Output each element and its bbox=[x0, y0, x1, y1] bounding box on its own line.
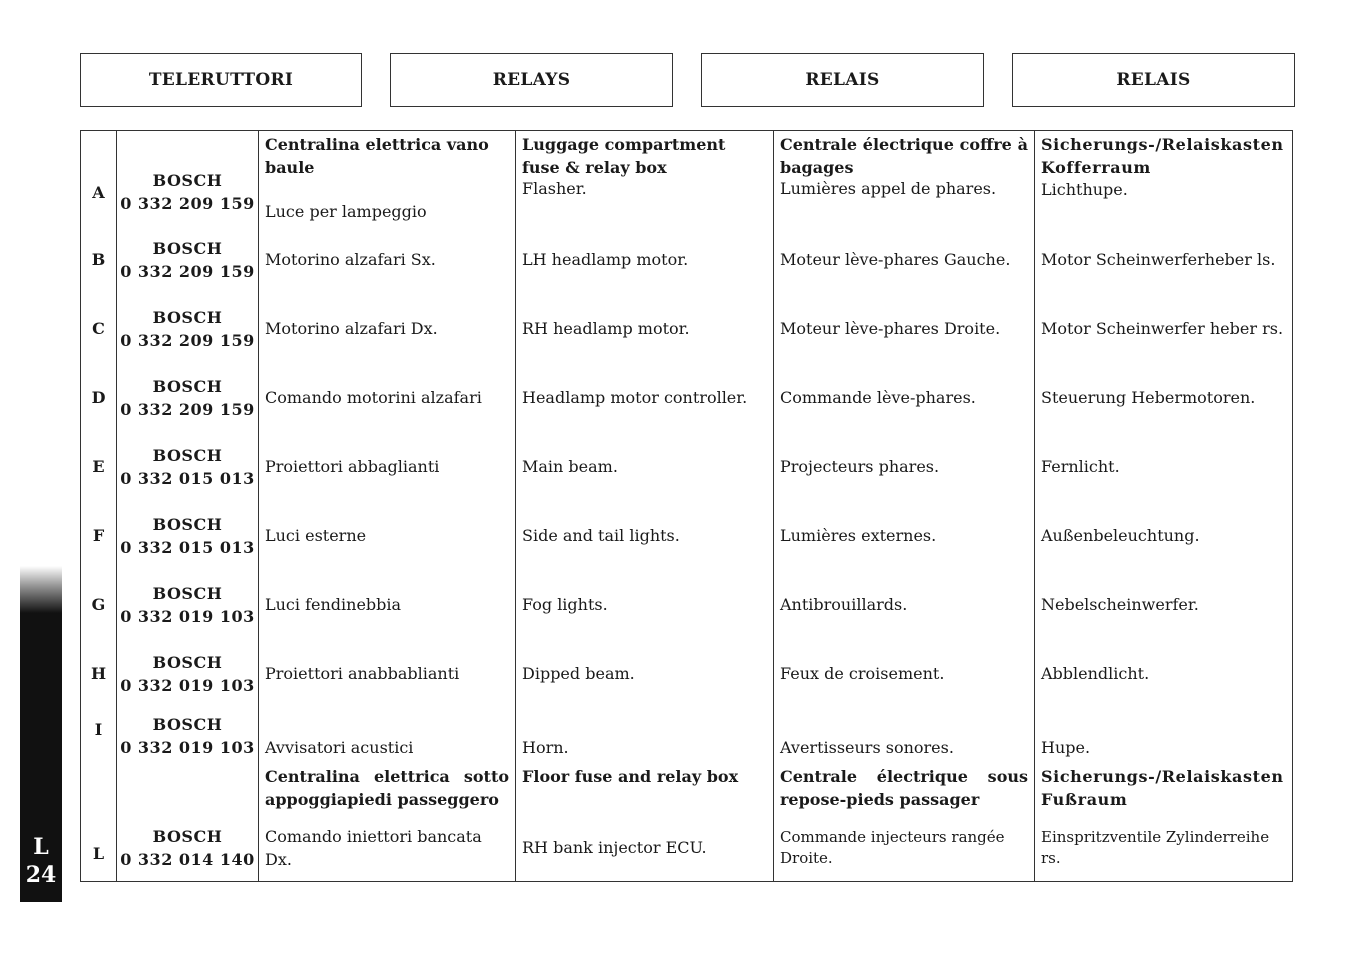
relay-part-number: 0 332 019 103 bbox=[120, 738, 255, 757]
function-fr: Lumières externes. bbox=[774, 501, 1035, 570]
function-en: Horn. bbox=[516, 708, 774, 761]
cell-fr bbox=[774, 131, 1035, 226]
function-de: Nebelscheinwerfer. bbox=[1035, 570, 1293, 639]
relay-part-number: 0 332 209 159 bbox=[120, 261, 255, 281]
relay-code-cell bbox=[117, 501, 259, 570]
relay-code-cell bbox=[117, 432, 259, 501]
function-de: Steuerung Hebermotoren. bbox=[1035, 363, 1293, 432]
relay-code-cell bbox=[117, 131, 259, 226]
cell-it bbox=[259, 131, 516, 226]
page-section-tab bbox=[20, 566, 62, 902]
relay-code-cell bbox=[117, 815, 259, 881]
header-teleruttori: TELERUTTORI bbox=[80, 53, 362, 107]
function-fr: Moteur lève-phares Droite. bbox=[774, 294, 1035, 363]
relay-table bbox=[80, 130, 1293, 882]
section2-title-en: Floor fuse and relay box bbox=[516, 761, 774, 815]
page-number: 24 bbox=[25, 862, 57, 888]
relay-part-number: 0 332 015 013 bbox=[120, 468, 255, 488]
relay-code-cell bbox=[117, 570, 259, 639]
row-letter: G bbox=[81, 570, 117, 639]
relay-brand: BOSCH bbox=[152, 652, 223, 672]
row-letter: A bbox=[81, 131, 117, 226]
function-it: Motorino alzafari Dx. bbox=[259, 294, 516, 363]
function-fr: Lumières appel de phares. bbox=[780, 179, 997, 198]
row-letter: H bbox=[81, 639, 117, 708]
function-en: Headlamp motor controller. bbox=[516, 363, 774, 432]
empty-cell bbox=[117, 761, 259, 815]
relay-part-number: 0 332 019 103 bbox=[120, 606, 255, 626]
function-fr: Feux de croisement. bbox=[774, 639, 1035, 708]
function-fr: Antibrouillards. bbox=[774, 570, 1035, 639]
header-relays: RELAYS bbox=[390, 53, 673, 107]
relay-brand: BOSCH bbox=[152, 826, 223, 846]
function-it: Luci fendinebbia bbox=[259, 570, 516, 639]
section2-title-fr: Centrale électrique sous repose-pieds passager bbox=[774, 761, 1035, 815]
row-letter: L bbox=[81, 815, 117, 881]
function-de: Lichthupe. bbox=[1041, 180, 1128, 199]
table-row bbox=[81, 570, 1293, 639]
table-row bbox=[81, 432, 1293, 501]
relay-brand: BOSCH bbox=[152, 583, 223, 603]
function-en: Side and tail lights. bbox=[516, 501, 774, 570]
function-fr: Moteur lève-phares Gauche. bbox=[774, 225, 1035, 294]
function-it: Motorino alzafari Sx. bbox=[259, 225, 516, 294]
relay-part-number: 0 332 209 159 bbox=[120, 399, 255, 419]
relay-brand: BOSCH bbox=[152, 514, 223, 534]
section2-title-it: Centralina elettrica sotto appoggiapiedi passeggero bbox=[259, 761, 516, 815]
relay-part-number: 0 332 015 013 bbox=[120, 537, 255, 557]
function-de: Motor Scheinwerfer heber rs. bbox=[1035, 294, 1293, 363]
table-row bbox=[81, 639, 1293, 708]
relay-part-number: 0 332 209 159 bbox=[120, 330, 255, 350]
function-de: Fernlicht. bbox=[1035, 432, 1293, 501]
relay-part-number: 0 332 014 140 bbox=[120, 849, 255, 869]
row-letter: I bbox=[81, 708, 117, 761]
row-letter: E bbox=[81, 432, 117, 501]
function-de: Außenbeleuchtung. bbox=[1035, 501, 1293, 570]
function-en: Flasher. bbox=[522, 179, 587, 198]
function-it: Comando iniettori bancata Dx. bbox=[259, 815, 516, 881]
function-fr: Commande lève-phares. bbox=[774, 363, 1035, 432]
row-letter: B bbox=[81, 225, 117, 294]
relay-code-cell bbox=[117, 294, 259, 363]
function-it: Comando motorini alzafari bbox=[259, 363, 516, 432]
relay-brand: BOSCH bbox=[152, 307, 223, 327]
table-row bbox=[81, 225, 1293, 294]
row-letter: F bbox=[81, 501, 117, 570]
relay-brand: BOSCH bbox=[152, 445, 223, 465]
function-de: Abblendlicht. bbox=[1035, 639, 1293, 708]
function-de: Hupe. bbox=[1035, 708, 1293, 761]
function-en: Main beam. bbox=[516, 432, 774, 501]
function-de: Einspritzventile Zylinderreihe rs. bbox=[1035, 815, 1293, 881]
header-relais-fr: RELAIS bbox=[701, 53, 984, 107]
function-it: Avvisatori acustici bbox=[259, 708, 516, 761]
relay-brand: BOSCH bbox=[152, 238, 223, 258]
function-en: LH headlamp motor. bbox=[516, 225, 774, 294]
relay-code-cell bbox=[117, 363, 259, 432]
table-row bbox=[81, 501, 1293, 570]
function-fr: Commande injecteurs rangée Droite. bbox=[774, 815, 1035, 881]
table-row bbox=[81, 708, 1293, 761]
section-header-row bbox=[81, 761, 1293, 815]
row-letter: D bbox=[81, 363, 117, 432]
function-en: RH headlamp motor. bbox=[516, 294, 774, 363]
function-en: Dipped beam. bbox=[516, 639, 774, 708]
cell-de bbox=[1035, 131, 1293, 226]
table-row bbox=[81, 363, 1293, 432]
function-it: Proiettori abbaglianti bbox=[259, 432, 516, 501]
function-de: Motor Scheinwerferheber ls. bbox=[1035, 225, 1293, 294]
section-title-en: Luggage compartment fuse & relay box bbox=[522, 135, 726, 177]
relay-code-cell bbox=[117, 639, 259, 708]
function-fr: Projecteurs phares. bbox=[774, 432, 1035, 501]
table-row bbox=[81, 815, 1293, 881]
cell-en bbox=[516, 131, 774, 226]
row-letter: C bbox=[81, 294, 117, 363]
table-row bbox=[81, 131, 1293, 226]
function-it: Proiettori anabbablianti bbox=[259, 639, 516, 708]
relay-brand: BOSCH bbox=[152, 715, 223, 734]
function-it: Luci esterne bbox=[259, 501, 516, 570]
function-en: Fog lights. bbox=[516, 570, 774, 639]
relay-part-number: 0 332 209 159 bbox=[120, 194, 255, 213]
table-row bbox=[81, 294, 1293, 363]
section-title-it: Centralina elettrica vano baule bbox=[265, 135, 489, 177]
empty-cell bbox=[81, 761, 117, 815]
section-letter: L bbox=[33, 834, 49, 860]
relay-code-cell bbox=[117, 225, 259, 294]
function-en: RH bank injector ECU. bbox=[516, 815, 774, 881]
function-it: Luce per lampeggio bbox=[265, 202, 427, 221]
section2-title-de: Sicherungs-/Relaiskasten Fußraum bbox=[1035, 761, 1293, 815]
section-title-fr: Centrale électrique coffre à bagages bbox=[780, 135, 1028, 177]
relay-brand: BOSCH bbox=[152, 376, 223, 396]
section-title-de: Sicherungs-/Relaiskasten Kofferraum bbox=[1041, 135, 1284, 177]
relay-brand: BOSCH bbox=[152, 171, 223, 190]
header-relais-de: RELAIS bbox=[1012, 53, 1295, 107]
function-fr: Avertisseurs sonores. bbox=[774, 708, 1035, 761]
relay-code-cell bbox=[117, 708, 259, 761]
relay-part-number: 0 332 019 103 bbox=[120, 675, 255, 695]
